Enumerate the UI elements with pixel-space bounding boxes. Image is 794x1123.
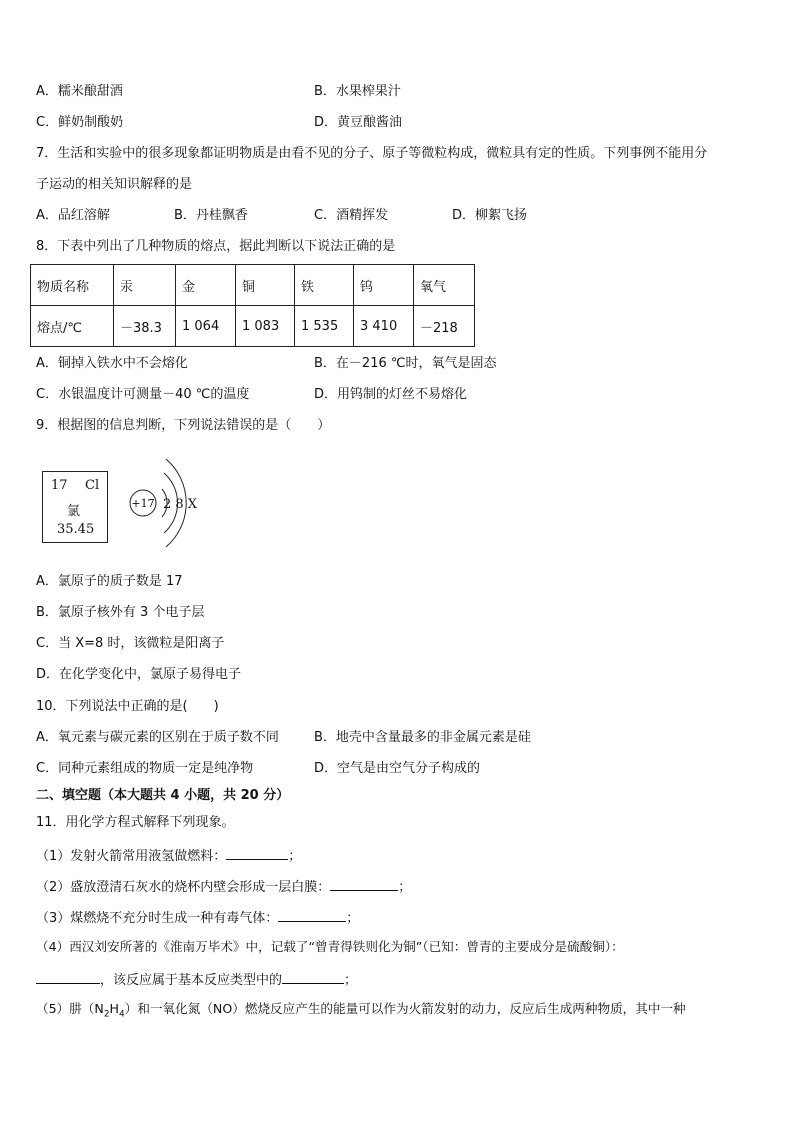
q6-option-d: D．黄豆酿酱油 (314, 115, 403, 130)
q11-part4-answer (36, 969, 357, 990)
semicolon: ； (344, 973, 358, 988)
atomic-mass: 35.45 (57, 522, 95, 537)
q10-option-c: C．同种元素组成的物质一定是纯净物 (36, 761, 254, 776)
semicolon: ； (398, 880, 412, 895)
q10-option-d: D．空气是由空气分子构成的 (314, 761, 481, 776)
q8-option-d: D．用钨制的灯丝不易熔化 (314, 387, 468, 402)
q7-option-a: A．品红溶解 (36, 208, 110, 223)
table-cell: 金 (176, 265, 236, 306)
q11-part2-text: （2）盛放澄清石灰水的烧杯内壁会形成一层白膜： (36, 880, 331, 895)
subscript: 2 (103, 1009, 110, 1020)
table-cell: －218 (414, 306, 475, 347)
section-heading: 二、填空题（本大题共 4 小题，共 20 分） (36, 788, 290, 803)
answer-blank[interactable] (226, 845, 288, 860)
q11-stem: 11．用化学方程式解释下列现象。 (36, 815, 235, 830)
q10-stem: 10．下列说法中正确的是( ) (36, 699, 219, 714)
q11-part1 (36, 845, 301, 866)
q7-stem-line2: 子运动的相关知识解释的是 (36, 177, 193, 192)
q6-option-c: C．鲜奶制酸奶 (36, 115, 124, 130)
q7-option-d: D．柳絮飞扬 (452, 208, 528, 223)
atomic-number: 17 (51, 478, 68, 493)
q11-part5-text-a: （5）肼（N (36, 1001, 104, 1016)
q8-option-b: B．在－216 ℃时，氧气是固态 (314, 356, 497, 371)
answer-blank[interactable] (330, 876, 398, 891)
q10-option-b: B．地壳中含量最多的非金属元素是硅 (314, 730, 531, 745)
q6-option-b: B．水果榨果汁 (314, 84, 401, 99)
periodic-element-card (42, 471, 108, 543)
answer-blank[interactable] (36, 969, 100, 984)
q9-option-b: B．氯原子核外有 3 个电子层 (36, 605, 205, 620)
nucleus-charge: +17 (131, 497, 155, 510)
semicolon: ； (346, 911, 360, 926)
table-cell: 汞 (114, 265, 176, 306)
q11-part4: （4）西汉刘安所著的《淮南万毕术》中，记载了“曾青得铁则化为铜”（已知：曾青的主要成分是硫酸铜）： (36, 939, 624, 954)
melting-point-table (30, 264, 475, 347)
table-cell: 1 083 (236, 306, 295, 347)
q11-part1-text: （1）发射火箭常用液氢做燃料： (36, 849, 227, 864)
q11-part2 (36, 876, 411, 897)
answer-blank[interactable] (282, 969, 344, 984)
table-cell: 钨 (354, 265, 414, 306)
q8-option-c: C．水银温度计可测量－40 ℃的温度 (36, 387, 250, 402)
element-symbol: Cl (85, 478, 100, 493)
q7-option-c: C．酒精挥发 (314, 208, 389, 223)
q11-part3-text: （3）煤燃烧不充分时生成一种有毒气体： (36, 911, 279, 926)
q11-part4b-text: ，该反应属于基本反应类型中的 (100, 973, 283, 988)
table-cell: 氧气 (414, 265, 475, 306)
table-header-row (31, 265, 475, 306)
q7-option-b: B．丹桂飘香 (174, 208, 248, 223)
table-cell: 物质名称 (31, 265, 114, 306)
q11-part5-text-c: ）和一氧化氮（NO）燃烧反应产生的能量可以作为火箭发射的动力，反应后生成两种物质，其中一种 (124, 1001, 686, 1016)
subscript: 4 (119, 1009, 125, 1020)
q10-option-a: A．氧元素与碳元素的区别在于质子数不同 (36, 730, 279, 745)
q7-stem-line1: 7．生活和实验中的很多现象都证明物质是由看不见的分子、原子等微粒构成，微粒具有定的性质。下列事例不能用分 (36, 146, 708, 161)
q8-stem: 8．下表中列出了几种物质的熔点，据此判断以下说法正确的是 (36, 239, 396, 254)
q11-part5 (36, 1000, 686, 1024)
table-cell: －38.3 (114, 306, 176, 347)
q11-part5-text-b: H (109, 1001, 120, 1016)
table-cell: 铜 (236, 265, 295, 306)
table-cell: 1 535 (295, 306, 354, 347)
q9-stem: 9．根据图的信息判断，下列说法错误的是（ ） (36, 418, 331, 433)
q6-option-a: A．糯米酿甜酒 (36, 84, 123, 99)
semicolon: ； (288, 849, 302, 864)
electron-shell-counts: 2 8 X (163, 497, 198, 512)
atom-structure-diagram (126, 455, 206, 551)
q9-option-c: C．当 X=8 时，该微粒是阳离子 (36, 636, 225, 651)
element-name: 氯 (67, 504, 81, 519)
table-cell: 熔点/℃ (31, 306, 114, 347)
answer-blank[interactable] (278, 907, 346, 922)
q11-part3 (36, 907, 359, 928)
table-cell: 3 410 (354, 306, 414, 347)
q8-option-a: A．铜掉入铁水中不会熔化 (36, 356, 188, 371)
table-cell: 1 064 (176, 306, 236, 347)
q9-option-a: A．氯原子的质子数是 17 (36, 574, 183, 589)
q9-option-d: D．在化学变化中，氯原子易得电子 (36, 667, 242, 682)
table-row (31, 306, 475, 347)
table-cell: 铁 (295, 265, 354, 306)
